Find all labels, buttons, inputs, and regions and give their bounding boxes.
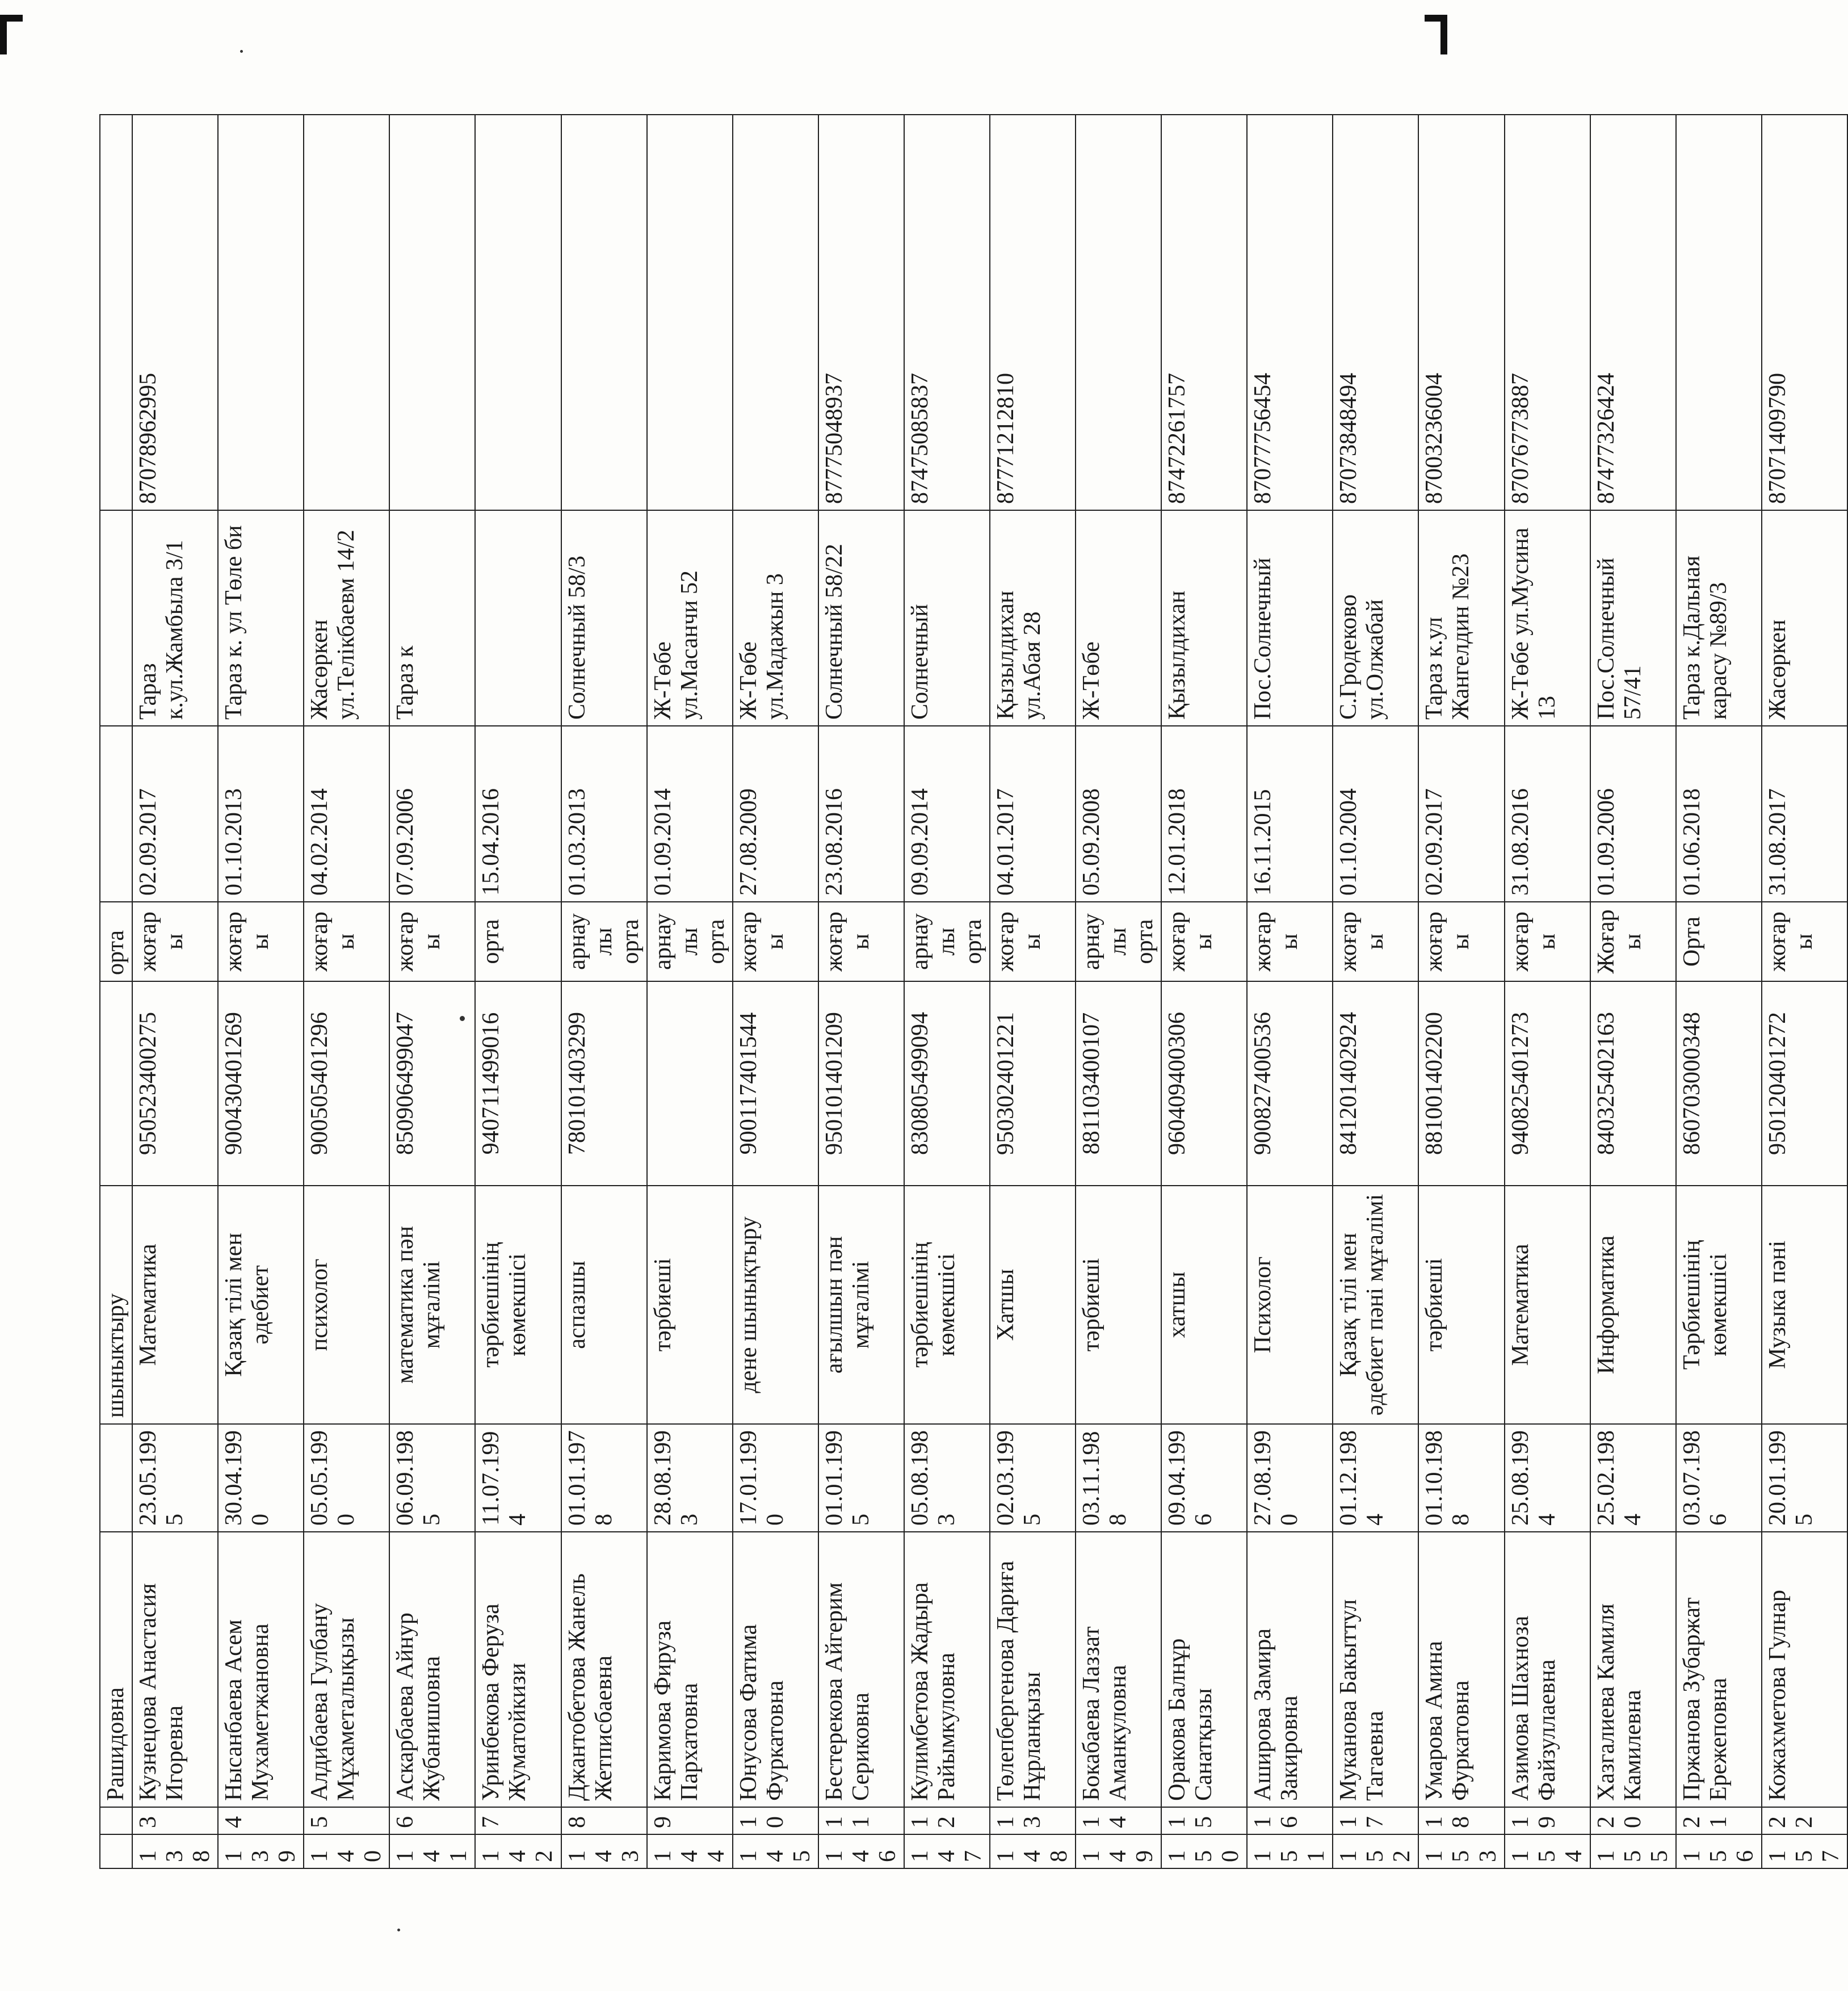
cell-hire-date: [100, 726, 132, 902]
cell-iin: 940711499016: [475, 981, 561, 1186]
cell-dob: 17.01.1990: [733, 1424, 818, 1532]
cell-phone: 87771212810: [990, 115, 1076, 510]
cell-phone: 87775048937: [818, 115, 904, 510]
cell-education: жоғары: [1333, 902, 1418, 981]
cell-hire-date: 01.09.2006: [1590, 726, 1676, 902]
cell-role: хатшы: [1161, 1186, 1247, 1424]
cell-num: 140: [304, 1834, 389, 1868]
cell-education: орта: [100, 902, 132, 981]
cell-dob: 25.02.1984: [1590, 1424, 1676, 1532]
cell-iin: 860703000348: [1676, 981, 1762, 1186]
scan-corner-mark: [0, 15, 7, 54]
scan-speck: [240, 50, 243, 53]
cell-role: Математика: [1505, 1186, 1590, 1424]
rotated-table-sheet: [99, 115, 1844, 1869]
cell-name: Кожахметова Гулнар: [1762, 1532, 1847, 1807]
staff-table-body: [100, 115, 1847, 1868]
table-row: [1247, 115, 1333, 1868]
cell-name: Джантобетова Жанель Жетписбаевна: [561, 1532, 647, 1807]
cell-dob: 06.09.1985: [389, 1424, 475, 1532]
table-row: [132, 115, 218, 1868]
cell-name: Рашидовна: [100, 1532, 132, 1807]
cell-hire-date: 01.09.2014: [647, 726, 733, 902]
cell-phone: 87073848494: [1333, 115, 1418, 510]
cell-iin: 940825401273: [1505, 981, 1590, 1186]
cell-role: Қазақ тілі мен әдебиет: [218, 1186, 304, 1424]
cell-index: 8: [561, 1807, 647, 1834]
cell-dob: 28.08.1993: [647, 1424, 733, 1532]
cell-num: 156: [1676, 1834, 1762, 1868]
cell-name: Бокабаева Лаззат Аманкуловна: [1076, 1532, 1161, 1807]
staff-table: [99, 114, 1848, 1869]
cell-hire-date: 01.10.2004: [1333, 726, 1418, 902]
cell-education: жоғары: [1505, 902, 1590, 981]
cell-phone: 87475085837: [904, 115, 990, 510]
cell-iin: 830805499094: [904, 981, 990, 1186]
cell-address: Солнечный: [904, 510, 990, 726]
cell-num: 147: [904, 1834, 990, 1868]
cell-hire-date: 07.09.2006: [389, 726, 475, 902]
cell-iin: 900827400536: [1247, 981, 1333, 1186]
cell-dob: 05.05.1990: [304, 1424, 389, 1532]
cell-iin: 960409400306: [1161, 981, 1247, 1186]
cell-address: Ж-Төбе ул.Мадажын 3: [733, 510, 818, 726]
cell-index: 17: [1333, 1807, 1418, 1834]
cell-address: Жасөркен ул.Телікбаевм 14/2: [304, 510, 389, 726]
cell-phone: 87003236004: [1418, 115, 1504, 510]
cell-iin: 881001402200: [1418, 981, 1504, 1186]
cell-dob: [100, 1424, 132, 1532]
cell-role: тәрбиешінің көмекшісі: [904, 1186, 990, 1424]
cell-address: Қызылдихан: [1161, 510, 1247, 726]
cell-role: Музыка пәні: [1762, 1186, 1847, 1424]
cell-role: дене шынықтыру: [733, 1186, 818, 1424]
cell-iin: [100, 981, 132, 1186]
cell-address: Пос.Солнечный 57/41: [1590, 510, 1676, 726]
cell-index: 10: [733, 1807, 818, 1834]
cell-num: 148: [990, 1834, 1076, 1868]
cell-education: Жоғары: [1590, 902, 1676, 981]
cell-index: 6: [389, 1807, 475, 1834]
cell-name: Хазгалиева Камиля Камилевна: [1590, 1532, 1676, 1807]
scan-speck: [397, 1929, 400, 1931]
cell-num: 154: [1505, 1834, 1590, 1868]
table-row: [1676, 115, 1762, 1868]
cell-phone: 87477326424: [1590, 115, 1676, 510]
cell-education: жоғары: [990, 902, 1076, 981]
cell-dob: 01.10.1988: [1418, 1424, 1504, 1532]
cell-num: 138: [132, 1834, 218, 1868]
cell-num: 155: [1590, 1834, 1676, 1868]
cell-hire-date: 04.01.2017: [990, 726, 1076, 902]
cell-education: жоғары: [389, 902, 475, 981]
cell-phone: [475, 115, 561, 510]
cell-role: тәрбиешінің көмекшісі: [475, 1186, 561, 1424]
cell-num: 146: [818, 1834, 904, 1868]
cell-education: жоғары: [132, 902, 218, 981]
cell-index: 4: [218, 1807, 304, 1834]
cell-hire-date: 02.09.2017: [1418, 726, 1504, 902]
cell-phone: [1076, 115, 1161, 510]
cell-num: 143: [561, 1834, 647, 1868]
cell-index: 15: [1161, 1807, 1247, 1834]
cell-hire-date: 01.03.2013: [561, 726, 647, 902]
table-row: [475, 115, 561, 1868]
cell-name: Пржанова Зубаржат Ережеповна: [1676, 1532, 1762, 1807]
cell-index: 11: [818, 1807, 904, 1834]
cell-iin: 950101401209: [818, 981, 904, 1186]
cell-iin: 950523400275: [132, 981, 218, 1186]
cell-address: [100, 510, 132, 726]
cell-hire-date: 01.06.2018: [1676, 726, 1762, 902]
cell-name: Нысанбаева Асем Мухаметжановна: [218, 1532, 304, 1807]
cell-role: тәрбиеші: [1418, 1186, 1504, 1424]
cell-name: Юнусова Фатима Фуркатовна: [733, 1532, 818, 1807]
cell-address: Қызылдихан ул.Абая 28: [990, 510, 1076, 726]
cell-index: 9: [647, 1807, 733, 1834]
cell-name: Оракова Балнұр Санатқызы: [1161, 1532, 1247, 1807]
table-row: [647, 115, 733, 1868]
cell-hire-date: 02.09.2017: [132, 726, 218, 902]
cell-role: Математика: [132, 1186, 218, 1424]
cell-phone: [561, 115, 647, 510]
cell-name: Бестерекова Айгерим Сериковна: [818, 1532, 904, 1807]
cell-address: Тараз к.ул Жангелдин №23: [1418, 510, 1504, 726]
cell-phone: [218, 115, 304, 510]
cell-hire-date: 12.01.2018: [1161, 726, 1247, 902]
cell-name: Уринбекова Феруза Жуматойкизи: [475, 1532, 561, 1807]
cell-role: математика пән мұғалімі: [389, 1186, 475, 1424]
cell-education: жоғары: [818, 902, 904, 981]
cell-iin: 780101403299: [561, 981, 647, 1186]
table-row: [218, 115, 304, 1868]
cell-name: Төлепбергенова Дариға Нұрланқызы: [990, 1532, 1076, 1807]
cell-index: 19: [1505, 1807, 1590, 1834]
table-row: [1590, 115, 1676, 1868]
table-row: [818, 115, 904, 1868]
cell-dob: 25.08.1994: [1505, 1424, 1590, 1532]
cell-education: жоғары: [1762, 902, 1847, 981]
cell-iin: 900430401269: [218, 981, 304, 1186]
cell-num: 144: [647, 1834, 733, 1868]
cell-index: [100, 1807, 132, 1834]
cell-phone: [647, 115, 733, 510]
cell-name: Муканова Бакыттул Тагаевна: [1333, 1532, 1418, 1807]
cell-index: 22: [1762, 1807, 1847, 1834]
cell-phone: 87076773887: [1505, 115, 1590, 510]
cell-address: Тараз к: [389, 510, 475, 726]
cell-address: Тараз к.Дальная карасу №89/3: [1676, 510, 1762, 726]
cell-index: 12: [904, 1807, 990, 1834]
cell-dob: 03.11.1988: [1076, 1424, 1161, 1532]
table-row: [1076, 115, 1161, 1868]
cell-address: С.Гродеково ул.Олжабай: [1333, 510, 1418, 726]
cell-index: 21: [1676, 1807, 1762, 1834]
cell-address: Тараз к. ул Төле би: [218, 510, 304, 726]
cell-hire-date: 31.08.2016: [1505, 726, 1590, 902]
table-row: [1161, 115, 1247, 1868]
table-row: [990, 115, 1076, 1868]
cell-iin: 841201402924: [1333, 981, 1418, 1186]
cell-num: [100, 1834, 132, 1868]
cell-address: Ж-Төбе ул.Масанчи 52: [647, 510, 733, 726]
cell-education: жоғары: [1247, 902, 1333, 981]
cell-iin: 840325402163: [1590, 981, 1676, 1186]
cell-address: Жасөркен: [1762, 510, 1847, 726]
cell-hire-date: 23.08.2016: [818, 726, 904, 902]
cell-phone: 87078962995: [132, 115, 218, 510]
cell-iin: 850906499047: [389, 981, 475, 1186]
cell-address: Пос.Солнечный: [1247, 510, 1333, 726]
cell-num: 149: [1076, 1834, 1161, 1868]
cell-dob: 30.04.1990: [218, 1424, 304, 1532]
cell-phone: 87077756454: [1247, 115, 1333, 510]
cell-dob: 01.12.1984: [1333, 1424, 1418, 1532]
cell-num: 150: [1161, 1834, 1247, 1868]
cell-education: арнаулы орта: [647, 902, 733, 981]
cell-num: 142: [475, 1834, 561, 1868]
cell-dob: 02.03.1995: [990, 1424, 1076, 1532]
cell-role: ағылшын пән мұғалімі: [818, 1186, 904, 1424]
cell-education: арнаулы орта: [1076, 902, 1161, 981]
cell-dob: 20.01.1995: [1762, 1424, 1847, 1532]
cell-education: орта: [475, 902, 561, 981]
cell-address: [475, 510, 561, 726]
cell-role: Қазақ тілі мен әдебиет пәні мұғалімі: [1333, 1186, 1418, 1424]
table-row: [733, 115, 818, 1868]
cell-hire-date: 09.09.2014: [904, 726, 990, 902]
cell-address: Солнечный 58/22: [818, 510, 904, 726]
cell-phone: 87472261757: [1161, 115, 1247, 510]
table-row: [904, 115, 990, 1868]
cell-role: психолог: [304, 1186, 389, 1424]
cell-hire-date: 15.04.2016: [475, 726, 561, 902]
cell-name: Алдибаева Гулбану Мұхаметалықызы: [304, 1532, 389, 1807]
cell-role: тәрбиеші: [647, 1186, 733, 1424]
cell-hire-date: 27.08.2009: [733, 726, 818, 902]
cell-name: Умарова Амина Фуркатовна: [1418, 1532, 1504, 1807]
cell-role: тәрбиеші: [1076, 1186, 1161, 1424]
table-row: [1762, 115, 1847, 1868]
cell-education: Орта: [1676, 902, 1762, 981]
cell-index: 18: [1418, 1807, 1504, 1834]
cell-name: Аширова Замира Закировна: [1247, 1532, 1333, 1807]
cell-name: Аскарбаева Айнур Жубанишовна: [389, 1532, 475, 1807]
cell-num: 139: [218, 1834, 304, 1868]
cell-name: Азимова Шахноза Файзуллаевна: [1505, 1532, 1590, 1807]
scan-corner-mark: [1440, 15, 1447, 54]
cell-num: 145: [733, 1834, 818, 1868]
cell-education: жоғары: [218, 902, 304, 981]
cell-dob: 11.07.1994: [475, 1424, 561, 1532]
cell-num: 152: [1333, 1834, 1418, 1868]
cell-education: жоғары: [1161, 902, 1247, 981]
cell-index: 5: [304, 1807, 389, 1834]
cell-index: 13: [990, 1807, 1076, 1834]
cell-phone: [389, 115, 475, 510]
cell-iin: 881103400107: [1076, 981, 1161, 1186]
cell-phone: [304, 115, 389, 510]
cell-hire-date: 05.09.2008: [1076, 726, 1161, 902]
cell-dob: 27.08.1990: [1247, 1424, 1333, 1532]
cell-index: 7: [475, 1807, 561, 1834]
cell-num: 141: [389, 1834, 475, 1868]
cell-role: Тәрбиешінің көмекшісі: [1676, 1186, 1762, 1424]
cell-education: арнаулы орта: [561, 902, 647, 981]
cell-num: 157: [1762, 1834, 1847, 1868]
cell-dob: 03.07.1986: [1676, 1424, 1762, 1532]
cell-iin: [647, 981, 733, 1186]
cell-role: шыныктыру: [100, 1186, 132, 1424]
cell-address: Ж-Төбе: [1076, 510, 1161, 726]
cell-hire-date: 01.10.2013: [218, 726, 304, 902]
cell-name: Кулимбетова Жадыра Райымкуловна: [904, 1532, 990, 1807]
cell-education: жоғары: [304, 902, 389, 981]
cell-num: 153: [1418, 1834, 1504, 1868]
cell-hire-date: 16.11.2015: [1247, 726, 1333, 902]
table-row: [1418, 115, 1504, 1868]
cell-iin: 950302401221: [990, 981, 1076, 1186]
cell-education: жоғары: [733, 902, 818, 981]
cell-index: 3: [132, 1807, 218, 1834]
cell-address: Ж-Төбе ул.Мусина 13: [1505, 510, 1590, 726]
cell-role: аспазшы: [561, 1186, 647, 1424]
cell-iin: 900505401296: [304, 981, 389, 1186]
cell-num: 151: [1247, 1834, 1333, 1868]
cell-education: арнаулы орта: [904, 902, 990, 981]
table-row-continuation: [100, 115, 132, 1868]
cell-hire-date: 04.02.2014: [304, 726, 389, 902]
cell-phone: 87071409790: [1762, 115, 1847, 510]
table-row: [561, 115, 647, 1868]
table-row: [389, 115, 475, 1868]
cell-dob: 05.08.1983: [904, 1424, 990, 1532]
cell-index: 20: [1590, 1807, 1676, 1834]
cell-dob: 01.01.1995: [818, 1424, 904, 1532]
cell-hire-date: 31.08.2017: [1762, 726, 1847, 902]
cell-index: 16: [1247, 1807, 1333, 1834]
table-row: [304, 115, 389, 1868]
cell-address: Солнечный 58/3: [561, 510, 647, 726]
cell-phone: [733, 115, 818, 510]
cell-role: Информатика: [1590, 1186, 1676, 1424]
cell-name: Каримова Фируза Пархатовна: [647, 1532, 733, 1807]
cell-dob: 09.04.1996: [1161, 1424, 1247, 1532]
cell-name: Кузнецова Анастасия Игоревна: [132, 1532, 218, 1807]
cell-phone: [100, 115, 132, 510]
cell-iin: 950120401272: [1762, 981, 1847, 1186]
cell-address: Тараз к.ул.Жамбыла 3/1: [132, 510, 218, 726]
cell-role: Хатшы: [990, 1186, 1076, 1424]
cell-index: 14: [1076, 1807, 1161, 1834]
cell-phone: [1676, 115, 1762, 510]
cell-iin: 900117401544: [733, 981, 818, 1186]
table-row: [1333, 115, 1418, 1868]
cell-role: Психолог: [1247, 1186, 1333, 1424]
cell-dob: 01.01.1978: [561, 1424, 647, 1532]
cell-dob: 23.05.1995: [132, 1424, 218, 1532]
cell-education: жоғары: [1418, 902, 1504, 981]
table-row: [1505, 115, 1590, 1868]
